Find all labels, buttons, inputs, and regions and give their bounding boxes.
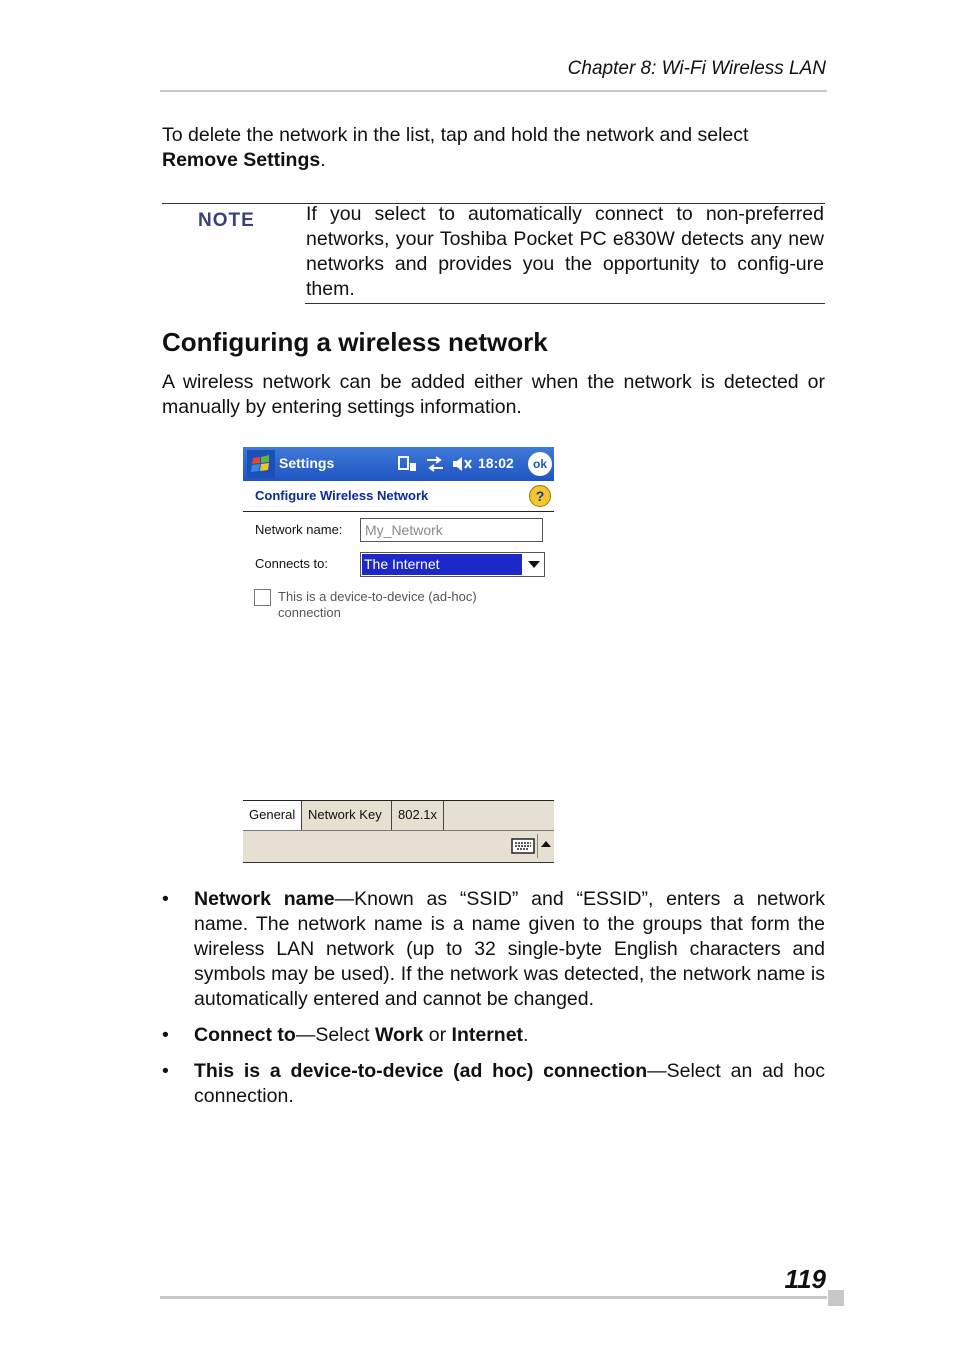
connects-to-dropdown[interactable] bbox=[360, 552, 545, 577]
keyboard-icon[interactable] bbox=[511, 838, 535, 854]
speaker-muted-icon[interactable] bbox=[451, 454, 473, 474]
intro-bold: Remove Settings bbox=[162, 149, 321, 171]
subheading: Configure Wireless Network bbox=[255, 488, 429, 503]
bullet-connect-to bbox=[162, 1023, 825, 1048]
bullet-dot: • bbox=[162, 1060, 169, 1082]
footer-marker bbox=[828, 1290, 844, 1306]
tab-network-key[interactable]: Network Key bbox=[302, 801, 392, 830]
network-name-label: Network name: bbox=[255, 522, 343, 537]
adhoc-label[interactable]: This is a device-to-device (ad-hoc) connection bbox=[278, 589, 477, 620]
bullet-text: —Select an ad hoc connection. bbox=[194, 1060, 825, 1107]
intro-end: . bbox=[320, 149, 326, 171]
footer-rule bbox=[160, 1296, 827, 1299]
bullet-bold: Network name bbox=[194, 888, 335, 910]
bullet-dot: • bbox=[162, 888, 169, 910]
section-title: Configuring a wireless network bbox=[162, 327, 548, 357]
intro-text: To delete the network in the list, tap and hold the network and select bbox=[162, 124, 749, 146]
note-label: NOTE bbox=[198, 210, 255, 231]
windows-start-icon[interactable] bbox=[247, 450, 275, 478]
bullet-text: or bbox=[423, 1024, 452, 1046]
bullet-bold-work: Work bbox=[374, 1024, 424, 1046]
bullet-text: . bbox=[523, 1024, 529, 1046]
network-name-input[interactable]: My_Network bbox=[360, 518, 543, 542]
tab-bar bbox=[243, 800, 554, 831]
connectivity-icon[interactable] bbox=[397, 454, 419, 474]
intro-paragraph bbox=[162, 123, 825, 173]
bullet-adhoc bbox=[162, 1059, 825, 1109]
bullet-bold: Connect to bbox=[194, 1024, 296, 1046]
help-icon[interactable]: ? bbox=[529, 485, 551, 507]
tab-general[interactable]: General bbox=[243, 801, 302, 830]
bullet-network-name bbox=[162, 887, 825, 1012]
chevron-up-icon[interactable] bbox=[541, 841, 551, 847]
page-number: 119 bbox=[784, 1264, 826, 1294]
title-bar bbox=[243, 447, 554, 481]
header-rule bbox=[160, 90, 827, 92]
ok-button[interactable]: ok bbox=[528, 452, 552, 476]
tab-8021x[interactable]: 802.1x bbox=[392, 801, 444, 830]
connects-to-label: Connects to: bbox=[255, 556, 328, 571]
bullet-bold-internet: Internet bbox=[451, 1024, 524, 1046]
bullet-bold: This is a device-to-device (ad hoc) connection bbox=[194, 1060, 648, 1082]
adhoc-checkbox[interactable] bbox=[254, 589, 271, 606]
data-transfer-icon[interactable] bbox=[425, 454, 445, 474]
title-text: Settings bbox=[279, 455, 335, 471]
note-bottom-rule bbox=[305, 303, 825, 304]
running-head: Chapter 8: Wi-Fi Wireless LAN bbox=[567, 58, 826, 79]
bullet-text: —Known as “SSID” and “ESSID”, enters a network name. The network name is a name given to the groups that form the wireless LAN network (up to 32 single-byte English characters and symbols may be used). If the network was detected, the network name is automatically entered and cannot be changed. bbox=[194, 888, 825, 1010]
device-screenshot bbox=[243, 447, 554, 862]
bullet-list bbox=[162, 887, 825, 1120]
bullet-text: —Select bbox=[295, 1024, 375, 1046]
bullet-dot: • bbox=[162, 1024, 169, 1046]
subheading-bar bbox=[243, 483, 554, 512]
note-text: If you select to automatically connect to non-preferred networks, your Toshiba Pocket PC e830W detects any new networks and provides you the opportunity to config-ure them. bbox=[306, 203, 824, 300]
chevron-down-icon[interactable] bbox=[528, 561, 540, 568]
connects-to-value: The Internet bbox=[362, 554, 522, 575]
sip-separator bbox=[537, 834, 538, 858]
section-paragraph: A wireless network can be added either when the network is detected or manually by entering settings information. bbox=[162, 371, 825, 418]
clock[interactable]: 18:02 bbox=[478, 455, 514, 471]
menu-bar bbox=[243, 830, 554, 863]
